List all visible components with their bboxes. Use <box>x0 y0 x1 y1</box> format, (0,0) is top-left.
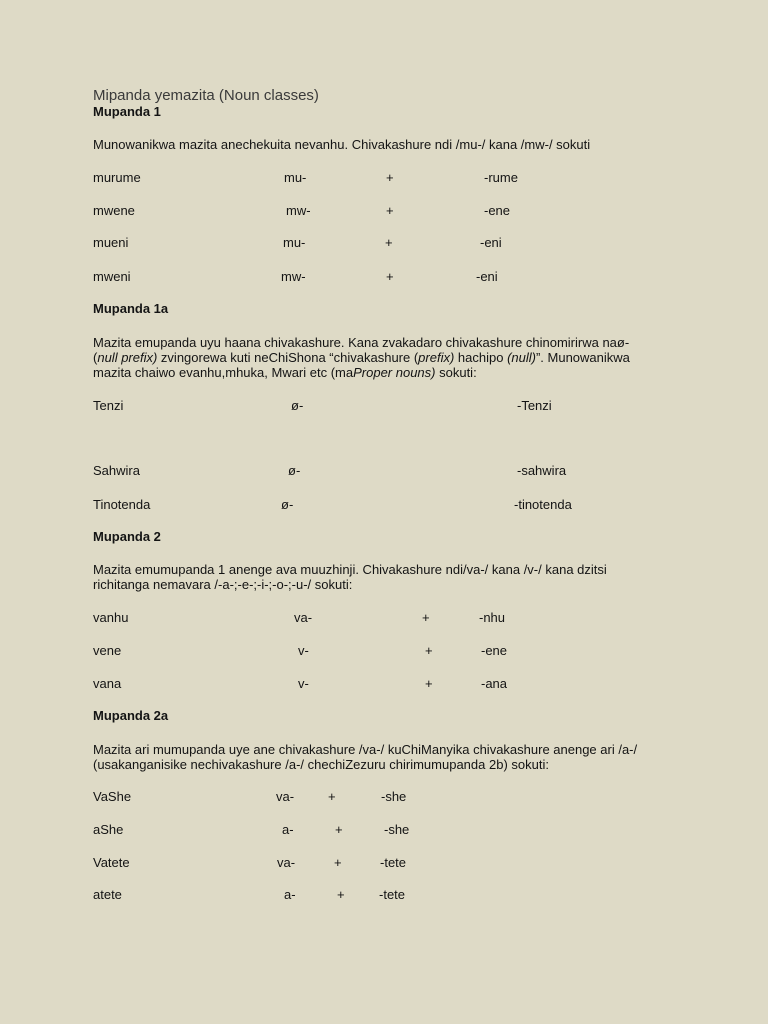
example-word: Vatete <box>93 855 130 870</box>
example-plus: + <box>334 855 342 870</box>
section-intro-line-2: (null prefix) zvingorewa kuti neChiShona “chivakashure (prefix) hachipo (null)”. Munowanikwa <box>93 350 630 365</box>
example-stem: -she <box>381 789 407 804</box>
example-word: vene <box>93 643 122 658</box>
section-heading-mupanda-2: Mupanda 2 <box>93 529 161 544</box>
example-word: mwene <box>93 203 135 218</box>
example-stem: -ana <box>481 676 508 691</box>
example-word: Sahwira <box>93 463 140 478</box>
document-title: Mipanda yemazita (Noun classes) <box>93 87 319 104</box>
section-intro-line-2: richitanga nemavara /-a-;-e-;-i-;-o-;-u-/ sokuti: <box>93 577 353 592</box>
example-plus: + <box>335 822 343 837</box>
example-plus: + <box>337 887 345 902</box>
section-intro-line-2: (usakanganisike nechivakashure /a-/ chechiZezuru chirimumupanda 2b) sokuti: <box>93 757 549 772</box>
example-plus: + <box>386 269 394 284</box>
section-heading-mupanda-2a: Mupanda 2a <box>93 708 169 723</box>
example-prefix: mw- <box>281 269 306 284</box>
example-prefix: ø- <box>291 398 304 413</box>
example-plus: + <box>425 676 433 691</box>
example-stem: -rume <box>484 170 518 185</box>
example-stem: -ene <box>484 203 511 218</box>
example-word: vanhu <box>93 610 129 625</box>
example-word: mweni <box>93 269 131 284</box>
example-prefix: a- <box>282 822 294 837</box>
example-plus: + <box>328 789 336 804</box>
example-stem: -tete <box>379 887 406 902</box>
section-intro-line-1: Mazita ari mumupanda uye ane chivakashure /va-/ kuChiManyika chivakashure anenge ari /a-/ <box>93 742 638 757</box>
example-stem: -she <box>384 822 410 837</box>
example-plus: + <box>386 170 394 185</box>
example-prefix: v- <box>298 676 309 691</box>
example-word: atete <box>93 887 122 902</box>
example-stem: -Tenzi <box>517 398 552 413</box>
example-word: Tinotenda <box>93 497 151 512</box>
section-heading-mupanda-1: Mupanda 1 <box>93 104 161 119</box>
example-word: mueni <box>93 235 129 250</box>
example-prefix: v- <box>298 643 309 658</box>
example-word: vana <box>93 676 122 691</box>
example-stem: -eni <box>480 235 502 250</box>
example-stem: -tinotenda <box>514 497 572 512</box>
example-prefix: va- <box>294 610 313 625</box>
example-stem: -tete <box>380 855 407 870</box>
example-word: murume <box>93 170 141 185</box>
section-intro-line-1: Mazita emumupanda 1 anenge ava muuzhinji. Chivakashure ndi/va-/ kana /v-/ kana dzitsi <box>93 562 607 577</box>
section-intro-mupanda-1: Munowanikwa mazita anechekuita nevanhu. Chivakashure ndi /mu-/ kana /mw-/ sokuti <box>93 137 591 152</box>
example-stem: -ene <box>481 643 508 658</box>
example-prefix: mu- <box>284 170 307 185</box>
section-heading-mupanda-1a: Mupanda 1a <box>93 301 169 316</box>
example-prefix: ø- <box>281 497 294 512</box>
example-prefix: a- <box>284 887 296 902</box>
example-prefix: mu- <box>283 235 306 250</box>
example-plus: + <box>422 610 430 625</box>
example-prefix: va- <box>277 855 296 870</box>
example-word: VaShe <box>93 789 132 804</box>
example-stem: -eni <box>476 269 498 284</box>
example-prefix: va- <box>276 789 295 804</box>
example-plus: + <box>386 203 394 218</box>
example-plus: + <box>425 643 433 658</box>
example-plus: + <box>385 235 393 250</box>
example-word: aShe <box>93 822 124 837</box>
example-stem: -nhu <box>479 610 506 625</box>
section-intro-line-3: mazita chaiwo evanhu,mhuka, Mwari etc (maProper nouns) sokuti: <box>93 365 477 380</box>
example-stem: -sahwira <box>517 463 567 478</box>
example-prefix: mw- <box>286 203 311 218</box>
example-word: Tenzi <box>93 398 124 413</box>
example-prefix: ø- <box>288 463 301 478</box>
section-intro-line-1: Mazita emupanda uyu haana chivakashure. Kana zvakadaro chivakashure chinomirirwa naø- <box>93 335 630 350</box>
